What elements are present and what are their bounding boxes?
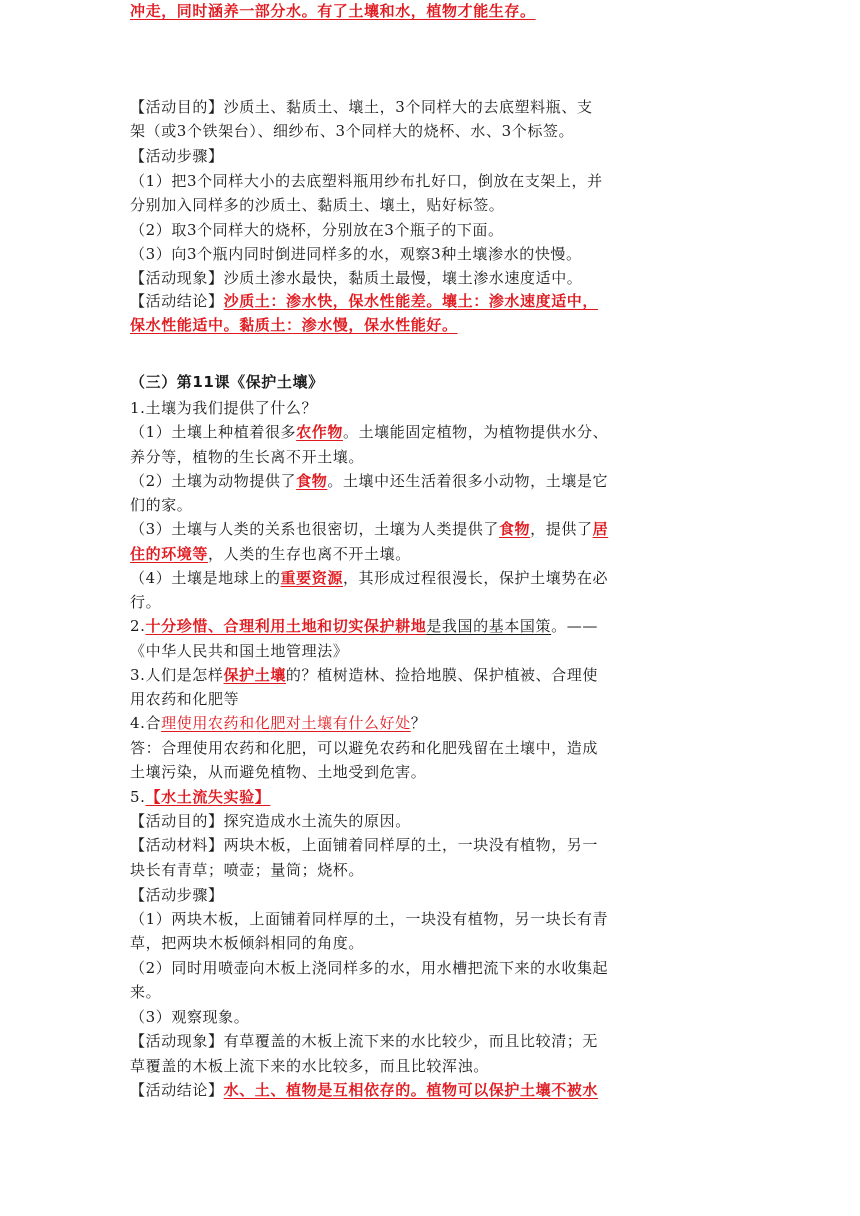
text-line bbox=[130, 145, 740, 167]
text-line bbox=[130, 267, 740, 289]
line-text: （3）土壤与人类的关系也很密切，土壤为人类提供了 bbox=[130, 520, 499, 538]
highlighted-text: 冲走，同时涵养一部分水。有了土壤和水，植物才能生存。 bbox=[130, 2, 536, 20]
line-text: （2）同时用喷壶向木板上浇同样多的水，用水槽把流下来的水收集起 bbox=[130, 959, 609, 977]
text-line bbox=[130, 290, 740, 312]
highlighted-text: 住的环境等 bbox=[130, 545, 209, 563]
text-line bbox=[130, 640, 740, 662]
highlighted-text: 居 bbox=[592, 520, 609, 538]
line-text: （1）把3个同样大小的去底塑料瓶用纱布扎好口，倒放在支架上，并 bbox=[130, 172, 603, 190]
text-line bbox=[130, 615, 740, 637]
text-line bbox=[130, 0, 740, 22]
line-text: 【活动材料】两块木板，上面铺着同样厚的土，一块没有植物，另一 bbox=[130, 836, 599, 854]
text-line bbox=[130, 761, 740, 783]
line-text: （1）两块木板，上面铺着同样厚的土，一块没有植物，另一块长有青 bbox=[130, 910, 609, 928]
line-text: 土壤污染，从而避免植物、土地受到危害。 bbox=[130, 763, 427, 781]
line-text: ？ bbox=[410, 714, 427, 732]
highlighted-text: 【水土流失实验】 bbox=[145, 788, 271, 806]
highlighted-text: 是我国的基本国策 bbox=[426, 617, 552, 635]
text-line bbox=[130, 219, 740, 241]
line-text: 【活动结论】 bbox=[130, 1081, 224, 1099]
line-text: 4.合 bbox=[130, 714, 162, 732]
line-text: 【活动目的】探究造成水土流失的原因。 bbox=[130, 812, 411, 830]
line-text: ，其形成过程很漫长，保护土壤势在必 bbox=[342, 569, 609, 587]
section-heading: （三）第11课《保护土壤》 bbox=[130, 373, 324, 391]
line-text: 【活动现象】有草覆盖的木板上流下来的水比较少，而且比较清；无 bbox=[130, 1032, 599, 1050]
line-text: ，人类的生存也离不开土壤。 bbox=[208, 545, 411, 563]
text-line bbox=[130, 314, 740, 336]
highlighted-text: 保护土壤 bbox=[223, 666, 286, 684]
line-text: 2. bbox=[130, 617, 146, 635]
highlighted-text: 食物 bbox=[296, 472, 328, 490]
line-text: 用农药和化肥等 bbox=[130, 690, 240, 708]
text-line bbox=[130, 664, 740, 686]
line-text: 答：合理使用农药和化肥，可以避免农药和化肥残留在土壤中，造成 bbox=[130, 739, 599, 757]
text-line bbox=[130, 543, 740, 565]
line-text: 养分等，植物的生长离不开土壤。 bbox=[130, 448, 365, 466]
text-line bbox=[130, 567, 740, 589]
text-line bbox=[130, 120, 740, 142]
line-text: 【活动步骤】 bbox=[130, 886, 224, 904]
text-line bbox=[130, 494, 740, 516]
highlighted-text: 理使用农药和化肥对土壤有什么好处 bbox=[161, 714, 411, 732]
line-text: ，提供了 bbox=[530, 520, 593, 538]
line-text: （3）观察现象。 bbox=[130, 1008, 250, 1026]
text-line bbox=[130, 712, 740, 734]
line-text: 来。 bbox=[130, 983, 162, 1001]
highlighted-text: 农作物 bbox=[296, 423, 343, 441]
line-text: 架（或3个铁架台）、细纱布、3个同样大的烧杯、水、3个标签。 bbox=[130, 122, 575, 140]
line-text: （2）土壤为动物提供了 bbox=[130, 472, 297, 490]
text-line bbox=[130, 518, 740, 540]
text-line bbox=[130, 371, 740, 393]
line-text: 草，把两块木板倾斜相同的角度。 bbox=[130, 934, 365, 952]
line-text: 5. bbox=[130, 788, 146, 806]
highlighted-text: 重要资源 bbox=[280, 569, 343, 587]
highlighted-text: 食物 bbox=[498, 520, 531, 538]
line-text: （3）向3个瓶内同时倒进同样多的水，观察3种土壤渗水的快慢。 bbox=[130, 245, 582, 263]
highlighted-text: 水、土、植物是互相依存的。植物可以保护土壤不被水 bbox=[223, 1081, 599, 1099]
highlighted-text: 沙质土：渗水快，保水性能差。壤土：渗水速度适中， bbox=[223, 292, 599, 310]
text-line bbox=[130, 834, 740, 856]
text-line bbox=[130, 737, 740, 759]
line-text: 。—— bbox=[551, 617, 598, 635]
text-line bbox=[130, 957, 740, 979]
line-text: 分别加入同样多的沙质土、黏质土、壤土，贴好标签。 bbox=[130, 196, 505, 214]
text-line bbox=[130, 786, 740, 808]
line-text: 。土壤能固定植物，为植物提供水分、 bbox=[342, 423, 609, 441]
text-line bbox=[130, 884, 740, 906]
text-line bbox=[130, 1079, 740, 1101]
line-text: （4）土壤是地球上的 bbox=[130, 569, 281, 587]
line-text: 行。 bbox=[130, 593, 162, 611]
text-line bbox=[130, 170, 740, 192]
line-text: 《中华人民共和国土地管理法》 bbox=[130, 642, 349, 660]
text-line bbox=[130, 96, 740, 118]
text-line bbox=[130, 1006, 740, 1028]
text-line bbox=[130, 908, 740, 930]
text-line bbox=[130, 810, 740, 832]
line-text: 【活动结论】 bbox=[130, 292, 224, 310]
line-text: 【活动现象】沙质土渗水最快，黏质土最慢，壤土渗水速度适中。 bbox=[130, 269, 583, 287]
line-text: 1.土壤为我们提供了什么？ bbox=[130, 399, 318, 417]
line-text: 草覆盖的木板上流下来的水比较多，而且比较浑浊。 bbox=[130, 1057, 489, 1075]
text-line bbox=[130, 243, 740, 265]
text-line bbox=[130, 1055, 740, 1077]
text-line bbox=[130, 981, 740, 1003]
highlighted-text: 保水性能适中。黏质土：渗水慢，保水性能好。 bbox=[130, 316, 458, 334]
line-text: 的？植树造林、捡拾地膜、保护植被、合理使 bbox=[285, 666, 598, 684]
text-line bbox=[130, 591, 740, 613]
text-line bbox=[130, 446, 740, 468]
line-text: 块长有青草；喷壶；量筒；烧杯。 bbox=[130, 861, 365, 879]
line-text: 3.人们是怎样 bbox=[130, 666, 224, 684]
highlighted-text: 十分珍惜、合理利用土地和切实保护耕地 bbox=[145, 617, 427, 635]
line-text: 【活动步骤】 bbox=[130, 147, 224, 165]
text-line bbox=[130, 470, 740, 492]
line-text: 们的家。 bbox=[130, 496, 193, 514]
text-line bbox=[130, 688, 740, 710]
text-line bbox=[130, 859, 740, 881]
text-line bbox=[130, 194, 740, 216]
text-line bbox=[130, 932, 740, 954]
line-text: 【活动目的】沙质土、黏质土、壤土，3个同样大的去底塑料瓶、支 bbox=[130, 98, 593, 116]
text-line bbox=[130, 1030, 740, 1052]
text-line bbox=[130, 421, 740, 443]
text-line bbox=[130, 397, 740, 419]
line-text: （1）土壤上种植着很多 bbox=[130, 423, 297, 441]
line-text: （2）取3个同样大的烧杯，分别放在3个瓶子的下面。 bbox=[130, 221, 504, 239]
line-text: 。土壤中还生活着很多小动物，土壤是它 bbox=[327, 472, 609, 490]
